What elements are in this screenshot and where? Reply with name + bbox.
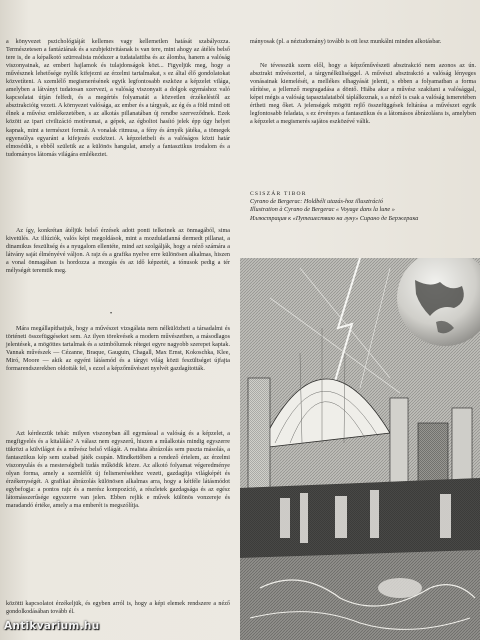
- left-column: [0, 0, 232, 640]
- body-paragraph-2: Az így, konkrétan átéljük belső érzések adott ponti telkeinek az önmagából, sima kivetülés. Az illúziók, valós képi megoldások, mint a mozdulatlanná dermedt pillanat, a dinamikus feszültség és a nyugalom ellentéte, mind azt szolgálják, hogy a néző számára a látvány saját élményévé váljon. A rajz és a grafika nyelve erre különösen alkalmas, hiszen a vonal önmagában is hordozza a mozgás és az idő képzetét, a tónusok pedig a tér mélységét teremtik meg.: [6, 228, 230, 275]
- body-paragraph-3: Mára megállapíthatjuk, hogy a művészet vizsgálata nem nélkülözheti a társadalmi és történeti összefüggéseket sem. Az ilyen törekvések a modern művészetben, a másodlagos jelentések, a mögöttes tartalmak és a szimbólumok rétegei egyre nagyobb szerepet kaptak. Vannak művészek — Cézanne, Braque, Gauguin, Chagall, Max Ernst, Kokoschka, Klee, Miró, Moore — akik az egyéni látásmód és a tárgyi világ közti feszültséget újfajta formarendszerekben oldották fel, s ezzel a képzőművészet nyelvét gazdagították.: [6, 326, 230, 373]
- etching-illustration: [240, 258, 480, 640]
- body-paragraph-4: Azt kérdezzük tehát: milyen viszonyban áll egymással a valóság és a képzelet, a megfigyelés és a kitalálás? A válasz nem egyszerű, hiszen a műalkotás mindig egyszerre tükrözi a külvilágot és a művész belső világát. A realista ábrázolás sem puszta másolás, a fantasztikus kép sem szabad játék csupán. Mindkettőben a rendező értelem, az érzelmi viszonyulás és a mesterségbeli tudás működik közre. Az alkotó folyamat végeredménye olyan forma, amely a szemlélőt új felismerésekhez vezeti, gazdagítja világképét és érzékenységét. A grafikai ábrázolás különösen alkalmas arra, hogy a kétféle látásmódot egybefogja: a pontos rajz és a merész kompozíció, a részletek gazdagsága és az egész látomásszerűsége egyszerre van jelen. Ebben rejlik e művek különös vonzereje és maradandó értéke, amely a ma emberét is megszólítja.: [6, 431, 230, 510]
- caption-line-hu: Cyrano de Bergerac: Holdbéli utazás-hoz illusztráció: [250, 198, 383, 206]
- caption-line-fr: Illustration à Cyrano de Bergerac « Voyage dans la lune »: [250, 206, 395, 214]
- section-separator: •: [110, 311, 113, 317]
- caption-line-ru: Иллюстрация к «Путешествию на луну» Сирано де Бержерака: [250, 214, 419, 222]
- illustration-caption: [250, 190, 470, 223]
- caption-author: CSISZÁR TIBOR: [250, 191, 307, 197]
- right-paragraph-1: mányosak (pl. a néztudomány) tovább is ott lesz munkálni minden alkotásbar.: [250, 39, 442, 45]
- body-paragraph-5: közötti kapcsolatot érzékeljük, és egyben arról is, hogy a képi elemek rendszere a néző gondolkodásában tovább él.: [6, 601, 230, 616]
- watermark-text: Antikvarium.hu: [4, 620, 100, 632]
- right-paragraph-2: Ne tévesszük szem elől, hogy a képzőművészeti absztrakció nem azonos az ún. absztrakt művészettel, a tárgynélküliséggel. A művészi absztrakció a valóság lényeges vonásainak kiemelését, a mellékes elhagyását jelenti, s ebben a folyamatban a forma sűrítése, a jellemző megragadása a döntő. Hiába akar a művész szakítani a valósággal, képei mégis a valóság tapasztalataiból táplálkoznak, s a néző is csak a valóság ismeretében értheti meg őket. A jelenségek mögött rejlő összefüggések feltárása a művészet egyik legfontosabb feladata, s ez érvényes a fantasztikus és a látomásos ábrázolásra is, amelyben a képzelet a megismerés sajátos eszközévé válik.: [250, 63, 476, 126]
- body-paragraph-1: a könyvezet pszichológiáját kellemes vagy kellemetlen hatását szabályozza. Természetesen a fantáziának és a szubjektivitásnak is van tere, mint ahogy az átélés belső tere is, de a képalkotó szürrealista módszer a tudatalattiba és az álomba, hanem a valóság viszonyainak, az emberi hajlamok és tulajdonságok közt... Figyeljük meg, hogy a művésznek lehetősége nyílik kifejezni az érzelmi tartalmakat, s ez által élő gondolatokat közvetíteni. A szemlélő megismerésének egyik legfontosabb eszköze a képzelet világa, amelyben a látványt tudatosan szervezi, a valóság viszonyait a dolgok egymáshoz való kapcsolatai útján felfedi, és a megértés folyamatát a közvetlen érzékeléstől az absztrakcióig vezeti. A környezet valósága, az ember és a tárgyak, az ég és a föld mind ott élnek a művész emlékezetében, s az alkotás pillanatában új rendbe szerveződnek. Ezek között az ipari civilizáció motívumai, a gépek, az égboltot hasító jelek épp úgy helyet kapnak, mint a természet formái. A vonalak ritmusa, a fény és árnyék játéka, a tömegek egyensúlya egyaránt a kifejezés eszközei. A képzeletbeli és a valóságos közti határ elmosódik, s ebből születik az a különös hangulat, amely a fantasztikus irodalom és a tudományos látomás világára emlékeztet.: [6, 39, 230, 158]
